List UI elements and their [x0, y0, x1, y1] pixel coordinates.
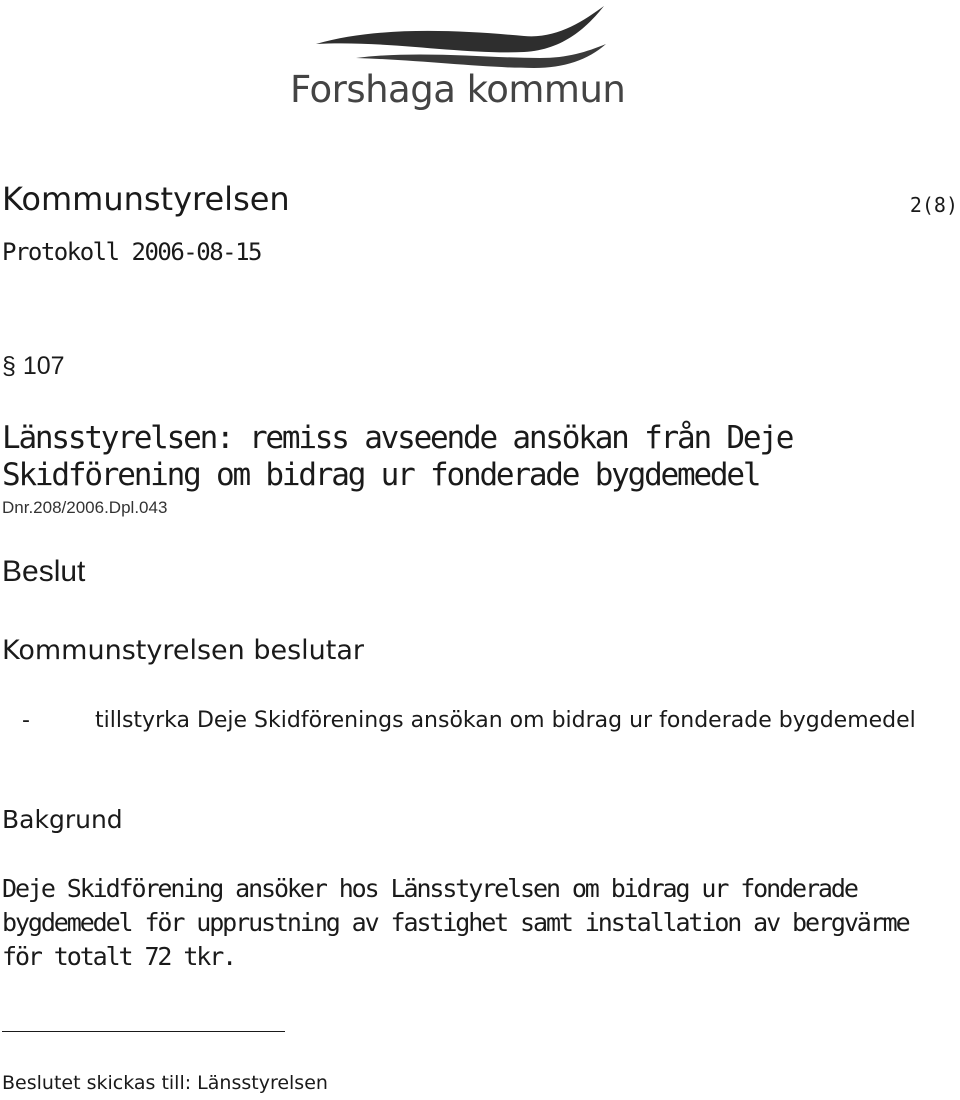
footnote-divider	[2, 1031, 285, 1032]
background-text: Deje Skidförening ansöker hos Länsstyrelsen om bidrag ur fonderade bygdemedel för upprustning av fastighet samt installation av bergvärme för totalt 72 tkr.	[2, 874, 909, 971]
page-number: 2(8)	[909, 193, 958, 217]
case-title	[2, 420, 792, 494]
organization-title: Kommunstyrelsen	[2, 180, 290, 218]
case-title-line: Skidförening om bidrag ur fonderade bygdemedel	[2, 457, 760, 493]
decision-intro: Kommunstyrelsen beslutar	[2, 635, 364, 666]
background-heading: Bakgrund	[2, 805, 123, 834]
logo-wordmark: Forshaga kommun	[290, 68, 626, 111]
bullet-marker: -	[22, 708, 30, 733]
case-reference-number: Dnr.208/2006.Dpl.043	[2, 498, 168, 517]
case-title-line: Länsstyrelsen: remiss avseende ansökan från Deje	[2, 420, 793, 456]
municipality-logo	[288, 0, 628, 115]
wave-swoosh-logo-icon	[288, 0, 628, 70]
decision-item: tillstyrka Deje Skidförenings ansökan om bidrag ur fonderade bygdemedel	[95, 708, 916, 733]
protocol-date: Protokoll 2006-08-15	[2, 238, 261, 266]
distribution-note: Beslutet skickas till: Länsstyrelsen	[2, 1072, 328, 1094]
section-number: § 107	[2, 352, 65, 380]
decision-heading: Beslut	[2, 555, 86, 588]
